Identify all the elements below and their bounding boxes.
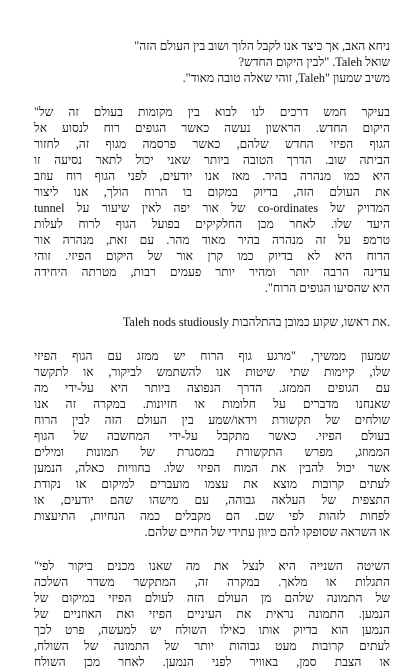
paragraph-gap [34, 540, 390, 558]
paragraph-4 [34, 348, 390, 540]
text-line: הנמען הוא בדיוק אותו כאילו השולח יש למעשה, פרט לכך [34, 623, 390, 637]
text-line: התצפית של העלאה גבוהה, עם מישהו שהם יודעים, או [34, 493, 390, 507]
text-line: בעולם הפיזי. כאשר מתקבל על-ידי המחשבה של הגוף [34, 429, 390, 443]
text-line: שאנחנו מדברים על חלומות או חזיונות. במקרה זה אנו [34, 397, 390, 411]
text-line: של התמונה שלהם מן העולם הזה לעולם הפיזי במיקום של [34, 591, 390, 605]
text-line: לפחות לזהות לפי שם. הם מקבלים כמה הנחיות, התיעצות [34, 509, 390, 523]
text-line: היא שהסיעו הגופים הרוח". [264, 281, 390, 295]
text-line: בעיקר חמש דרכים לנו לבוא בין מקומות בעולם זה של" [34, 105, 390, 119]
text-line: או השראה שסופקו להם כיוון עתידי של החיים שלהם. [144, 525, 390, 539]
text-line: טרמפ על זה מנהרה בהיר מאוד מהר. עם זאת, מנהרה אור [34, 233, 390, 247]
text-line: שואל Taleh. "לבין היקום החדש? [238, 55, 390, 69]
text-line: הרוח היא לא בדיוק כמו קרן אור של היקום הפיזי. זוהי [34, 249, 390, 263]
paragraph-1 [34, 38, 390, 86]
text-line: שולחים של תקשורת וידאו/שמע בין העולם הזה לבין הרוח [34, 413, 390, 427]
paragraph-3 [34, 314, 390, 330]
text-line: התגלות או מלאך. במקרה זה, המתקשר משדר השלכה [34, 575, 390, 589]
text-line: המדויק של co-ordinates של אור יפה לאין שיעור על tunnel [34, 201, 390, 215]
paragraph-gap [34, 330, 390, 348]
text-line: הגוף הפיזי החדש שלהם, כאשר פרסמה מגוף זה, לחזור [34, 137, 390, 151]
text-line: אשר יכול להבין את המוח הפיזי שלו. בחוויות כאלה, הנמען [34, 461, 390, 475]
text-line: לעתים קרובות מעט גבוהות יותר של התמונה של השולח, [34, 639, 390, 653]
paragraph-5 [34, 558, 390, 670]
text-line: היעד שלו. לאחר מכן החלקיקים בפועל הגוף לרוח לעלות [34, 217, 390, 231]
text-line: לעתים קרובות מוצא את עצמו מועברים למיקום או נקודת [34, 477, 390, 491]
text-line: את העולם הזה, בדיוק במקום בו הרוח הולך, אנו ליצור [34, 185, 390, 199]
paragraph-2 [34, 104, 390, 296]
text-line: שלו, קיימות שתי שיטות אנו להשתמש לביקור, או לתקשר [34, 365, 390, 379]
text-line: היקום החדש. הראשון נעשה כאשר הגופים רוח לנסוע אל [34, 121, 390, 135]
text-line: Taleh nods studiously את ראשו, שקוע כמובן בהתלהבות. [122, 315, 390, 329]
text-line: השיטה השנייה היא לנצל את מה שאנו מכנים ביקור לפי" [34, 559, 390, 573]
text-line: עדינה הרבה יותר ומהיר יותר פעמים רבות, מטרתה היחידה [34, 265, 390, 279]
text-line: משיב שמעון "Taleh, זוהי שאלה טובה מאוד". [182, 71, 390, 85]
text-line: היא כמו מנהרה בהיר. מאז אנו יודעים, לפני הגוף רוח עוזב [34, 169, 390, 183]
text-line: עם הגופים הממזג. הדרך הנפוצה ביותר היא על-ידי מה [34, 381, 390, 395]
text-line: או הצבת סמן, באוויר לפני הנמען. לאחר מכן השולח [34, 655, 390, 669]
paragraph-gap [34, 86, 390, 104]
text-line: שמעון ממשיך, "מרגע גוף הרוח יש ממזג עם הגוף הפיזי [34, 349, 390, 363]
paragraph-gap [34, 296, 390, 314]
text-line: הביתה שוב. הדרך הטובה ביותר שאני יכול לתאר נסיעה זו [34, 153, 390, 167]
text-line: הנמען. התמונה נראית את העיניים הפיזי ואת האוזניים של [34, 607, 390, 621]
text-line: הממוזג, מפרש התקשורת במסגרת של תמונות ומילים [34, 445, 390, 459]
text-line: ניחא האב, אך כיצד אנו לקבל הלוך ושוב בין העולם הזה" [134, 39, 390, 53]
